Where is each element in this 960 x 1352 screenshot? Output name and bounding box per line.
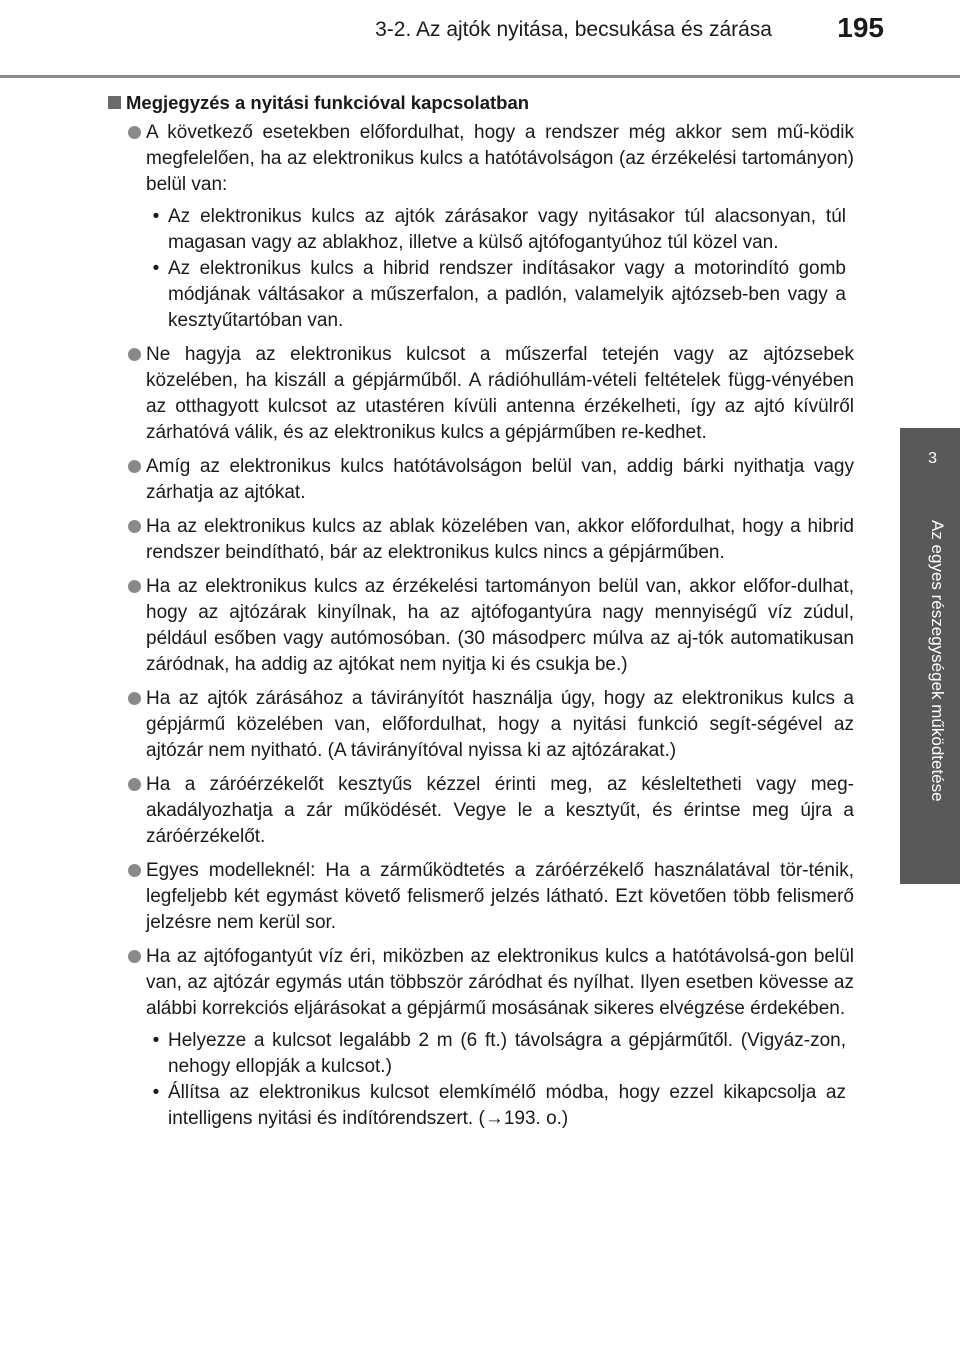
sub-list-item-text: Állítsa az elektronikus kulcsot elemkímélő módba, hogy ezzel kikapcsolja az intelligens nyitási és indítórendszert. (→193. o.): [168, 1082, 846, 1129]
list-item-text: Ne hagyja az elektronikus kulcsot a műszerfal tetején vagy az ajtózsebek közelében, ha kiszáll a gépjárműből. A rádióhullám-vételi feltételek függ-vényében az otthagyott kulcsot az utastéren kívüli antenna érzékelheti, így az ajtó kívülről zárhatóvá válik, és az elektronikus kulcs a gépjárműben re-kedhet.: [146, 344, 854, 443]
sub-list-item-text: Az elektronikus kulcs a hibrid rendszer indításakor vagy a motorindító gomb módjának váltásakor a műszerfalon, a padlón, valamelyik ajtózseb-ben vagy a kesztyűtartóban van.: [168, 258, 846, 331]
chapter-number: 3: [928, 450, 937, 467]
chapter-title: Az egyes részegységek működtetése: [928, 520, 947, 802]
list-item: [108, 514, 854, 566]
list-item-text: Ha az elektronikus kulcs az érzékelési tartományon belül van, akkor előfor-dulhat, hogy az ajtózárak kinyílnak, ha az ajtófogantyúra nagy mennyiségű víz zúdul, például esőben vagy autómosóban. (30 másodperc múlva az aj-tók automatikusan záródnak, ha addig az ajtókat nem nyitja ki és csukja be.): [146, 576, 854, 675]
section-heading: [108, 90, 854, 116]
circle-bullet-icon: [128, 126, 141, 139]
list-item-text: Ha az ajtók zárásához a távirányítót használja úgy, hogy az elektronikus kulcs a gépjármű közelében van, előfordulhat, hogy a nyitási funkció segít-ségével az ajtózár nem nyitható. (A távirányítóval nyissa ki az ajtózárakat.): [146, 688, 854, 761]
list-item: [108, 454, 854, 506]
dot-bullet-icon: •: [152, 206, 160, 227]
circle-bullet-icon: [128, 520, 141, 533]
dot-bullet-icon: •: [152, 1030, 160, 1051]
list-item: [108, 858, 854, 936]
list-item: [108, 772, 854, 850]
list-item: [108, 120, 854, 334]
square-bullet-icon: [108, 96, 121, 109]
dot-bullet-icon: •: [152, 1082, 160, 1103]
list-item-text: Amíg az elektronikus kulcs hatótávolságon belül van, addig bárki nyithatja vagy zárhatja az ajtókat.: [146, 456, 854, 503]
section-title: 3-2. Az ajtók nyitása, becsukása és zárása: [375, 18, 772, 41]
section-heading-text: Megjegyzés a nyitási funkcióval kapcsolatban: [126, 92, 530, 113]
circle-bullet-icon: [128, 778, 141, 791]
sub-list-item: [150, 1028, 846, 1080]
sub-list-item: [150, 256, 846, 334]
list-item-text: A következő esetekben előfordulhat, hogy a rendszer még akkor sem mű-ködik megfelelően, ha az elektronikus kulcs a hatótávolságon (az érzékelési tartományon) belül van:: [146, 122, 854, 195]
list-item: [108, 574, 854, 678]
circle-bullet-icon: [128, 460, 141, 473]
list-item-text: Ha az ajtófogantyút víz éri, miközben az elektronikus kulcs a hatótávolsá-gon belül van, az ajtózár egymás után többször záródhat és nyílhat. Ilyen esetben kövesse az alábbi korrekciós eljárásokat a gépjármű mosásának sikeres elvégzése érdekében.: [146, 946, 854, 1019]
sub-list-item-text: Az elektronikus kulcs az ajtók zárásakor vagy nyitásakor túl alacsonyan, túl magasan vagy az ablakhoz, illetve a külső ajtófogantyúhoz túl közel van.: [168, 206, 846, 253]
list-item-text: Ha a záróérzékelőt kesztyűs kézzel érinti meg, az késleltetheti vagy meg-akadályozhatja a zár működését. Vegye le a kesztyűt, és érintse meg újra a záróérzékelőt.: [146, 774, 854, 847]
circle-bullet-icon: [128, 692, 141, 705]
list-item: [108, 686, 854, 764]
sub-list-item: [150, 1080, 846, 1132]
list-item-text: Egyes modelleknél: Ha a zárműködtetés a záróérzékelő használatával tör-ténik, legfeljebb két egymást követő felismerő jelzés látható. Ezt követően több felismerő jelzésre nem kerül sor.: [146, 860, 854, 933]
page-header: [0, 0, 960, 80]
sub-list-item: [150, 204, 846, 256]
header-divider: [0, 75, 960, 78]
list-item: [108, 342, 854, 446]
dot-bullet-icon: •: [152, 258, 160, 279]
sub-list: [146, 1028, 854, 1132]
sub-list: [146, 204, 854, 334]
circle-bullet-icon: [128, 950, 141, 963]
circle-bullet-icon: [128, 348, 141, 361]
circle-bullet-icon: [128, 864, 141, 877]
sub-list-item-text: Helyezze a kulcsot legalább 2 m (6 ft.) távolságra a gépjárműtől. (Vigyáz-zon, nehogy ellopják a kulcsot.): [168, 1030, 846, 1077]
circle-bullet-icon: [128, 580, 141, 593]
page-number: 195: [837, 12, 884, 43]
list-item: [108, 944, 854, 1132]
page-content: [108, 90, 854, 1140]
list-item-text: Ha az elektronikus kulcs az ablak közelében van, akkor előfordulhat, hogy a hibrid rendszer beindítható, bár az elektronikus kulcs nincs a gépjárműben.: [146, 516, 854, 563]
